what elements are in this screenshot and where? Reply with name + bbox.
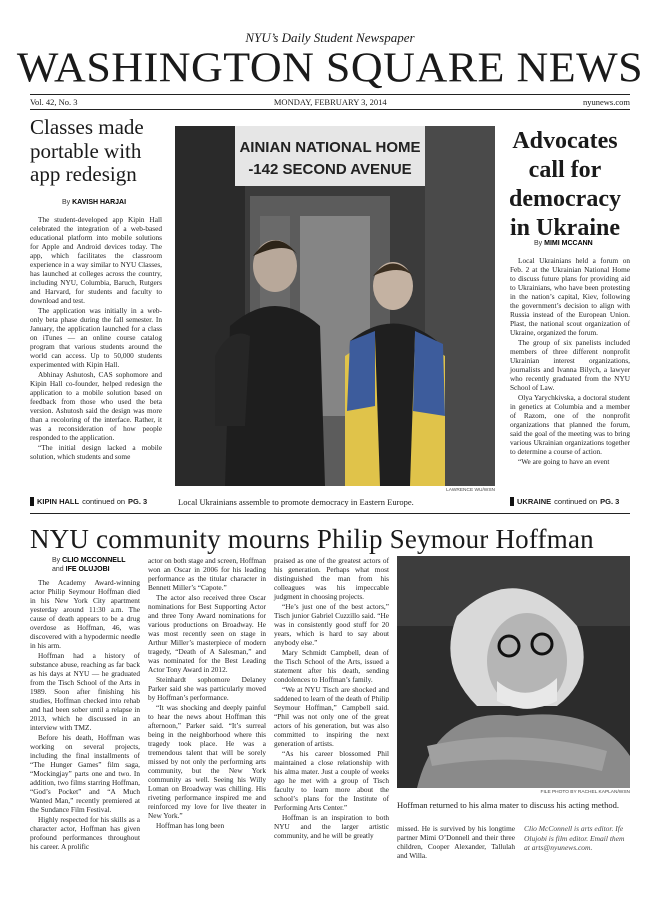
left-story-body xyxy=(30,215,162,462)
main-story-column-4 xyxy=(397,824,515,861)
main-story-headline[interactable]: NYU community mourns Philip Seymour Hoffman xyxy=(30,524,594,554)
paragraph: actor on both stage and screen, Hoffman won an Oscar in 2006 for his leading performance as the titular character in Bennett Miller’s “Capote.” xyxy=(148,556,266,592)
paragraph: The group of six panelists included members of three different nonprofit Ukrainian interest organizations, journalists and Ivanna Bilych, a lawyer who recently graduated from the NYU School of Law. xyxy=(510,338,630,392)
masthead-divider-bottom xyxy=(30,109,630,110)
paragraph: “We at NYU Tisch are shocked and saddened to learn of the death of Philip Seymour Hoffman,” Campbell said. “Phil was not only one of the great actors of his generation, but was also committed to inspiring the next generation of artists. xyxy=(274,685,389,748)
right-story-body xyxy=(510,256,630,467)
right-story-headline[interactable]: Advocates call for democracy in Ukraine xyxy=(509,128,621,241)
masthead-title: WASHINGTON SQUARE NEWS xyxy=(16,44,644,91)
hoffman-photo-illustration xyxy=(397,556,630,788)
ukraine-photo-credit: LAWRENCE WU/WSN xyxy=(446,488,495,493)
paragraph: Hoffman is an inspiration to both NYU and the larger artistic community, and he will be greatly xyxy=(274,813,389,840)
jump-marker-icon xyxy=(510,497,514,506)
paragraph: “The initial design lacked a mobile solution, which students and some xyxy=(30,443,162,461)
masthead-divider-top xyxy=(30,94,630,95)
dateline xyxy=(30,97,630,107)
ukraine-photo xyxy=(175,126,495,486)
main-story-byline: By CLIO MCCONNELL and IFE OLUJOBI xyxy=(52,557,126,573)
paragraph: The Academy Award-winning actor Philip Seymour Hoffman died in his New York City apartment yesterday around 11:30 a.m. The cause of death appears to be a drug overdose as Hoffman, 46, was discovered with a hypodermic needle in his arm. xyxy=(30,578,140,650)
paragraph: The application was initially in a web-only beta phase during the fall semester. In January, the application launched for a class on iTunes — an online course catalog program that various students around the world can access. Up to 50,000 students experimented with Kipin Hall. xyxy=(30,306,162,369)
paragraph: “As his career blossomed Phil maintained a close relationship with his alma mater. Just a couple of weeks ago he met with a group of Tisch faculty to learn more about the school’s plans for the Institute of Performing Arts Center.” xyxy=(274,749,389,812)
website-link[interactable]: nyunews.com xyxy=(583,97,630,107)
paragraph: “He’s just one of the best actors,” Tisch junior Gabriel Cuzzillo said. “He was in consistently good stuff for 20 years, which is hard to say about anybody else.” xyxy=(274,602,389,647)
paragraph: Hoffman has long been xyxy=(156,821,225,830)
hoffman-photo xyxy=(397,556,630,788)
left-story-headline[interactable]: Classes made portable with app redesign xyxy=(30,115,144,186)
left-story-byline: By KAVISH HARJAI xyxy=(62,199,127,206)
paragraph: Highly respected for his skills as a character actor, Hoffman has given profound performances throughout his career. A prolific xyxy=(30,815,140,851)
paragraph: Abhinay Ashutosh, CAS sophomore and Kipin Hall co-founder, helped redesign the application to a mobile solution based on feedback from those who used the beta version. Ashutosh said the design was more than a recoloring of the interface. Rather, it was a reconsideration of how people responded to the application. xyxy=(30,370,162,442)
right-story-byline: By MIMI MCCANN xyxy=(534,240,593,247)
issue-date: MONDAY, FEBRUARY 3, 2014 xyxy=(273,97,387,107)
hoffman-photo-credit: FILE PHOTO BY RACHEL KAPLAN/WSN xyxy=(540,790,630,795)
paragraph: praised as one of the greatest actors of his generation. Perhaps what most distinguished the man from his colleagues was his impeccable judgment in choosing projects. xyxy=(274,556,389,601)
paragraph: Local Ukrainians held a forum on Feb. 2 at the Ukrainian National Home to discuss future plans for providing aid to Ukrainians, who have been protesting in the nation’s capital, Kiev, following the government’s decision to align with Russia instead of the European Union. Plast, the national scout organization of Ukraine, organized the forum. xyxy=(510,256,630,337)
ukraine-photo-illustration xyxy=(175,126,495,486)
paragraph: Steinhardt sophomore Delaney Parker said she was particularly moved by Hoffman’s performance. xyxy=(148,675,266,702)
ukraine-photo-caption: Local Ukrainians assemble to promote democracy in Eastern Europe. xyxy=(178,497,414,507)
masthead-tagline: NYU’s Daily Student Newspaper xyxy=(245,30,415,45)
paragraph: Mary Schmidt Campbell, dean of the Tisch School of the Arts, issued a statement after his death, sending condolences to Hoffman’s family. xyxy=(274,648,389,684)
volume-number: Vol. 42, No. 3 xyxy=(30,97,78,107)
paragraph: Before his death, Hoffman was working on several projects, including the final installments of “The Hunger Games” film saga, “Mockingjay” parts one and two. In addition, two films starring Hoffman, “God’s Pocket” and “A Much Wanted Man,” recently premiered at the Sundance Film Festival. xyxy=(30,733,140,814)
sign-line-2: -142 SECOND AVENUE xyxy=(248,161,412,178)
main-story-column-2 xyxy=(148,556,266,831)
sign-line-1: AINIAN NATIONAL HOME xyxy=(239,139,421,156)
section-divider xyxy=(30,513,630,514)
paragraph: Hoffman had a history of substance abuse, reaching as far back as his days at NYU — he graduated from the Tisch School of the Arts in 1989. Soon after finishing his studies, Hoffman checked into rehab and had been sober until a relapse in 2013, which he discussed in an interview with TMZ. xyxy=(30,651,140,732)
paragraph: The actor also received three Oscar nominations for Best Supporting Actor and three Tony Award nominations for various productions on Broadway. He was most recently seen on stage in Arthur Miller’s masterpiece of modern tragedy, “Death of A Salesman,” and was nominated for the Best Leading Actor Tony Award in 2012. xyxy=(148,593,266,674)
paragraph: “We are going to have an event xyxy=(518,457,610,466)
paragraph: Olya Yarychkivska, a doctoral student in genetics at Columbia and a member of Razom, one of the nonprofit organizations that planned the forum, said the goal of the meeting was to bring various Ukrainian organizations together to determine a course of action. xyxy=(510,393,630,456)
jump-marker-icon xyxy=(30,497,34,506)
main-story-column-1 xyxy=(30,578,140,852)
right-story-continued[interactable]: UKRAINE continued on PG. 3 xyxy=(510,497,630,506)
hoffman-photo-caption: Hoffman returned to his alma mater to discuss his acting method. xyxy=(397,800,619,810)
left-story-continued[interactable]: KIPIN HALL continued on PG. 3 xyxy=(30,497,170,506)
main-story-column-3 xyxy=(274,556,389,841)
paragraph: “It was shocking and deeply painful to hear the news about Hoffman this afternoon,” Parker said. “It’s surreal being in the neighborhood where this tragedy took place. He was a tremendous talent that will be sorely missed by not only the performing arts community, but the New York community as well. Seeing his Willy Loman on Broadway was chilling. His riveting performance inspired me and reinforced my love for live theater in New York.” xyxy=(148,703,266,820)
paragraph: The student-developed app Kipin Hall celebrated the integration of a web-based educational platform into mobile solutions for Apple and Android devices today. The app, which facilitates the classroom experience in a way similar to NYU Classes, has launched at colleges across the country, including NYU, Columbia, Baruch, Rutgers and Harvard, for students and faculty to download and test. xyxy=(30,215,162,305)
author-note: Clio McConnell is arts editor. Ife Olujobi is film editor. Email them at arts@nyunews.com. xyxy=(524,824,625,852)
paragraph: missed. He is survived by his longtime partner Mimi O’Donnell and their three children, Cooper Alexander, Tallulah and Willa. xyxy=(397,824,515,860)
